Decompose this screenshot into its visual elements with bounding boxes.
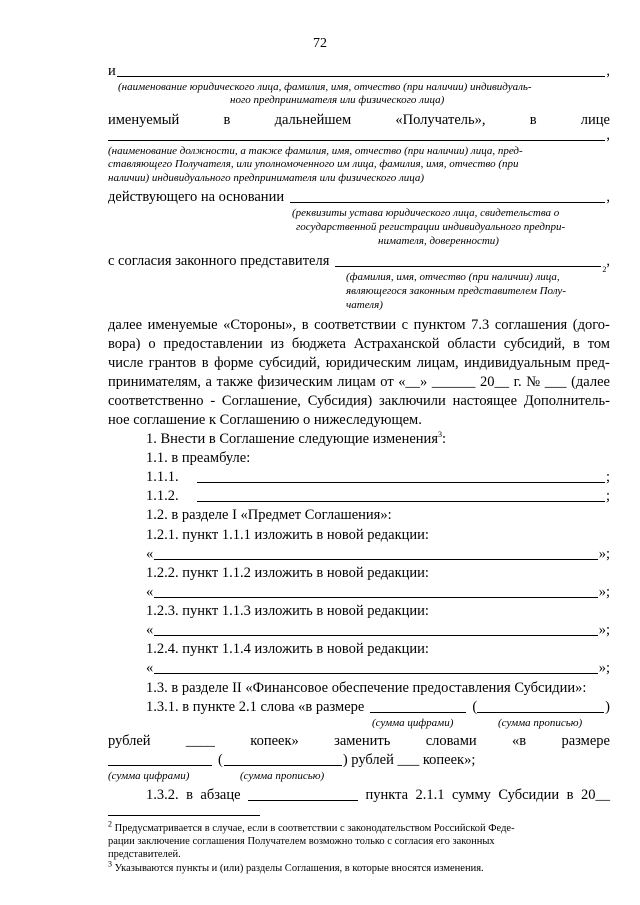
para-line-1 <box>108 316 610 334</box>
para-word: форме <box>214 355 254 371</box>
blank-sum-digits <box>370 698 466 713</box>
para-word: № <box>526 374 541 390</box>
note-basis-line3: нимателя, доверенности) <box>378 235 499 247</box>
para-word: в <box>301 317 309 333</box>
quote-close: »; <box>598 546 610 562</box>
note-basis-line2: государственной регистрации индивидуального предпри- <box>296 221 566 233</box>
blank-1-1-1 <box>197 468 605 483</box>
para-word: пред- <box>576 355 610 371</box>
item-1-2-3: 1.2.3. пункт 1.1.3 изложить в новой редакции: <box>146 603 429 619</box>
word: именуемый <box>108 112 180 128</box>
item-1-1-1 <box>146 468 610 486</box>
paren-close: ) <box>605 699 610 715</box>
word: ____ <box>185 733 215 749</box>
word: Субсидии <box>498 787 560 803</box>
para-word: 7.3 <box>471 317 490 333</box>
legal-rep-label: с согласия законного представителя <box>108 253 330 269</box>
word: словами <box>425 733 477 749</box>
rubles-kopecks-text: ) рублей ___ копеек»; <box>342 752 476 768</box>
comma: , <box>606 63 610 79</box>
word: 1.3.2. <box>146 787 179 803</box>
word: лице <box>580 112 610 128</box>
quote-close: »; <box>598 622 610 638</box>
para-word: с <box>401 317 409 333</box>
para-word: также <box>216 374 253 390</box>
para-word: (дого- <box>572 317 610 333</box>
para-line-3 <box>108 354 610 372</box>
line-rubles <box>108 732 610 750</box>
word: дальнейшем <box>274 112 352 128</box>
para-word: г. <box>513 374 522 390</box>
para-word: о <box>148 336 156 352</box>
para-word: соответственно <box>108 393 204 409</box>
para-word: 20__ <box>480 374 510 390</box>
item-1 <box>146 430 610 448</box>
para-word: субсидий, <box>258 355 321 371</box>
blank-quote-1 <box>154 545 597 560</box>
note-position-line2: ставляющего Получателя, или уполномоченного им лица, фамилия, имя, отчество (при <box>108 158 519 170</box>
footnote-2-text: Предусматривается в случае, если в соответствии с законодательством Российской Феде- <box>114 823 515 834</box>
para-word: в <box>572 336 580 352</box>
note-position-line3: наличии) индивидуального предпринимателя или физического лица) <box>108 172 425 184</box>
note-recipient-line2: ного предпринимателя или физического лица) <box>230 94 445 106</box>
para-word: а <box>205 374 212 390</box>
note-position-line1: (наименование должности, а также фамилия, имя, отчество (при наличии) лица, пред- <box>108 145 523 157</box>
item-label: 1.1.2. <box>146 488 179 504</box>
para-word: Дополнитель- <box>523 393 610 409</box>
item-label: 1.1.1. <box>146 469 179 485</box>
word: в <box>186 787 193 803</box>
line-legal-rep: с согласия законного представителя 2 , <box>108 253 610 274</box>
para-line-2 <box>108 335 610 353</box>
comma: , <box>606 253 610 269</box>
blank-recipient-name <box>117 62 606 77</box>
para-word: том <box>587 336 610 352</box>
blank-sum2-words <box>224 751 342 766</box>
word: 20__ <box>580 787 610 803</box>
para-line-4 <box>108 373 610 391</box>
footnote-2-line2: рации заключение соглашения Получателем возможно только с согласия его законных <box>108 836 495 847</box>
item-1-3-1-text: 1.3.1. в пункте 2.1 слова «в размере <box>146 699 365 715</box>
para-word: пунктом <box>413 317 466 333</box>
quote-line-4 <box>146 659 610 677</box>
quote-open: « <box>146 660 154 676</box>
para-word: настоящее <box>452 393 518 409</box>
quote-line-3 <box>146 621 610 639</box>
page-number: 72 <box>313 36 327 51</box>
note-sum-digits: (сумма цифрами) <box>372 717 454 729</box>
item-1-3-1 <box>146 698 610 716</box>
word: сумму <box>451 787 491 803</box>
footnote-ref-3: 3 <box>437 430 442 440</box>
item-1-1: 1.1. в преамбуле: <box>146 450 251 466</box>
para-line-6: ное соглашение к Соглашению о нижеследующем. <box>108 412 422 428</box>
blank-sum-words <box>477 698 604 713</box>
word: пункта <box>365 787 409 803</box>
colon: : <box>441 431 447 447</box>
quote-close: »; <box>598 584 610 600</box>
footnote-mark: 3 <box>108 859 112 869</box>
para-word: субсидий, <box>503 336 566 352</box>
quote-line-1 <box>146 545 610 563</box>
para-line-5 <box>108 392 610 410</box>
para-word: из <box>270 336 285 352</box>
para-word: принимателям, <box>108 374 201 390</box>
basis-label: действующего на основании <box>108 189 285 205</box>
blank-sum2-digits <box>108 751 212 766</box>
item-1-2-4: 1.2.4. пункт 1.1.4 изложить в новой редакции: <box>146 641 429 657</box>
para-word: Астраханской <box>353 336 440 352</box>
para-word: лицам, <box>416 355 459 371</box>
item-1-3-2 <box>146 786 610 804</box>
para-word: - <box>210 393 216 409</box>
paren-open: ( <box>218 752 223 768</box>
para-word: числе <box>108 355 144 371</box>
quote-open: « <box>146 622 154 638</box>
semicolon: ; <box>605 488 610 504</box>
para-word: Субсидия) <box>307 393 373 409</box>
footnote-2-line3: представителей. <box>108 849 181 860</box>
note-basis-line1: (реквизиты устава юридического лица, свидетельства о <box>292 207 560 219</box>
word: в <box>566 787 574 803</box>
para-word: от <box>380 374 394 390</box>
word: в <box>529 112 537 128</box>
quote-line-2 <box>146 583 610 601</box>
line-recipient-name <box>108 62 610 80</box>
para-word: (далее <box>571 374 610 390</box>
para-word: соответствии <box>314 317 397 333</box>
blank-quote-2 <box>154 583 597 598</box>
para-word: «Стороны», <box>223 317 297 333</box>
footnote-3-text: Указываются пункты и (или) разделы Соглашения, в которые вносятся изменения. <box>114 863 484 874</box>
comma: , <box>606 127 610 143</box>
para-word: лицам <box>337 374 376 390</box>
line-basis <box>108 188 610 206</box>
comma: , <box>606 189 610 205</box>
note-sum-words: (сумма прописью) <box>498 717 583 729</box>
word: 2.1.1 <box>415 787 445 803</box>
para-word: «__» <box>398 374 428 390</box>
word: размере <box>561 733 610 749</box>
quote-close: »; <box>598 660 610 676</box>
para-word: юридическим <box>325 355 412 371</box>
item-1-text: 1. Внести в Соглашение следующие изменения <box>146 431 438 447</box>
note-legal-rep-line1: (фамилия, имя, отчество (при наличии) лица, <box>346 271 560 283</box>
para-word: соглашения <box>494 317 568 333</box>
para-word: индивидуальным <box>464 355 571 371</box>
para-word: в <box>201 355 209 371</box>
blank-1-1-2 <box>197 487 605 502</box>
word: «Получатель», <box>395 112 486 128</box>
semicolon: ; <box>605 469 610 485</box>
word: копеек» <box>250 733 299 749</box>
note-legal-rep-line3: чателя) <box>346 299 383 311</box>
para-word: ___ <box>544 374 567 390</box>
blank-quote-4 <box>154 659 597 674</box>
note-legal-rep-line2: являющегося законным представителем Полу- <box>346 285 566 297</box>
word: в <box>223 112 231 128</box>
para-word: заключили <box>379 393 446 409</box>
footnote-3 <box>108 859 610 875</box>
quote-open: « <box>146 584 154 600</box>
para-word: физическим <box>257 374 333 390</box>
para-word: вора) <box>108 336 141 352</box>
line-representative <box>108 126 610 144</box>
para-word: грантов <box>148 355 197 371</box>
para-word: далее <box>108 317 143 333</box>
item-1-3: 1.3. в разделе II «Финансовое обеспечение предоставления Субсидии»: <box>146 680 587 696</box>
quote-open: « <box>146 546 154 562</box>
footnote-2 <box>108 819 610 835</box>
line-sum-2 <box>108 751 610 769</box>
footnote-mark: 2 <box>108 819 112 829</box>
para-word: бюджета <box>291 336 346 352</box>
blank-paragraph <box>248 786 358 801</box>
footnote-separator <box>108 815 260 816</box>
para-word: области <box>447 336 496 352</box>
para-word: именуемые <box>147 317 218 333</box>
item-1-2-2: 1.2.2. пункт 1.1.2 изложить в новой редакции: <box>146 565 429 581</box>
paren-open: ( <box>472 699 478 715</box>
word: заменить <box>334 733 391 749</box>
blank-representative <box>108 126 605 141</box>
item-1-2-1: 1.2.1. пункт 1.1.1 изложить в новой редакции: <box>146 527 429 543</box>
word: рублей <box>108 733 151 749</box>
para-word: предоставлении <box>163 336 263 352</box>
note-sum2-digits: (сумма цифрами) <box>108 770 190 782</box>
blank-quote-3 <box>154 621 597 636</box>
para-word: Соглашение, <box>221 393 301 409</box>
item-1-1-2 <box>146 487 610 505</box>
para-word: ______ <box>431 374 476 390</box>
note-recipient-line1: (наименование юридического лица, фамилия, имя, отчество (при наличии) индивидуаль- <box>118 81 532 93</box>
blank-legal-rep <box>335 252 601 267</box>
blank-basis <box>290 188 605 203</box>
item-1-2: 1.2. в разделе I «Предмет Соглашения»: <box>146 507 392 523</box>
word: «в <box>511 733 527 749</box>
word: абзаце <box>200 787 241 803</box>
note-sum2-words: (сумма прописью) <box>240 770 325 782</box>
conjunction-i: и <box>108 63 116 79</box>
